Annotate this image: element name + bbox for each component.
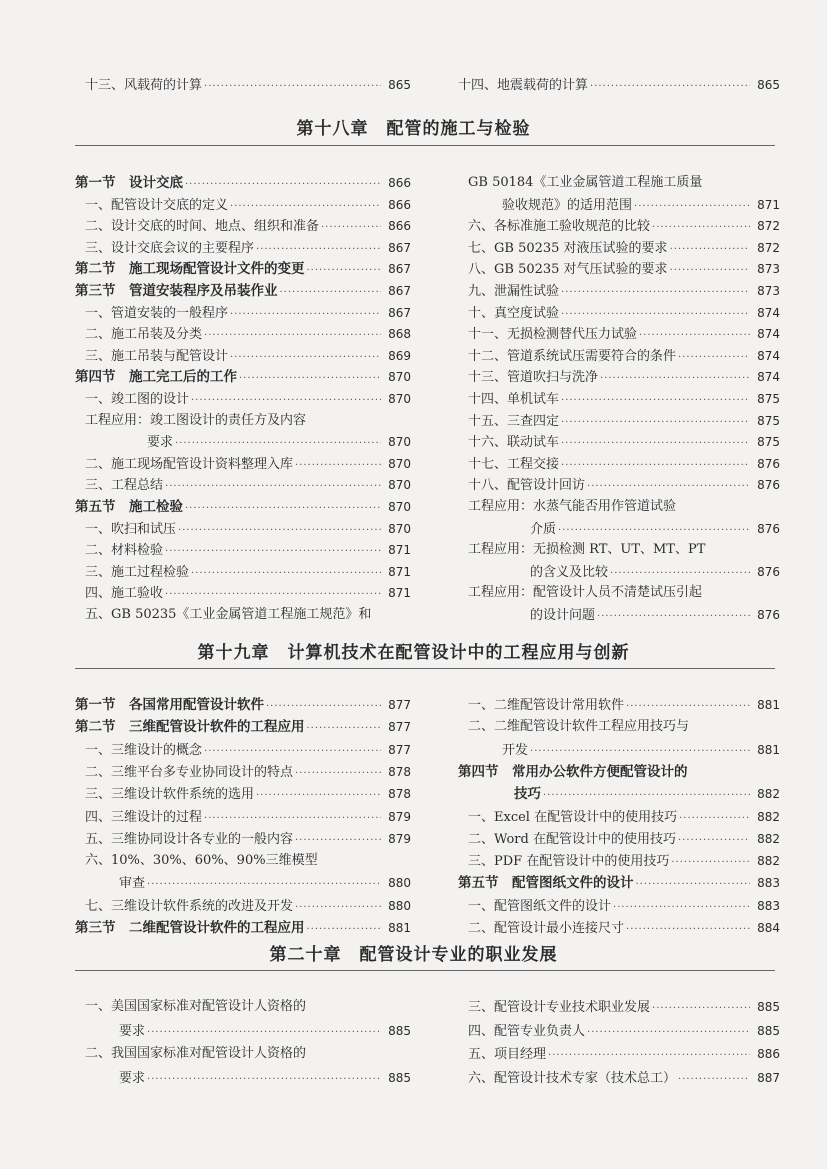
toc-entry[interactable]: [458, 917, 780, 939]
toc-entry[interactable]: [75, 280, 411, 302]
entry-page: 867: [388, 305, 411, 320]
toc-entry[interactable]: [458, 604, 780, 626]
chapter-divider: [75, 970, 775, 971]
entry-page: 871: [388, 564, 411, 579]
leader-dots: [204, 741, 381, 763]
entry-page: 877: [388, 720, 411, 735]
entry-page: 875: [757, 413, 780, 428]
entry-title: 第二节 三维配管设计软件的工程应用: [75, 719, 305, 736]
entry-title: 六、各标准施工验收规范的比较: [468, 219, 651, 235]
leader-dots: [671, 852, 750, 874]
toc-entry[interactable]: [75, 850, 411, 872]
entry-page: 870: [388, 478, 411, 493]
entry-page: 887: [757, 1070, 780, 1085]
entry-title: 三、工程总结: [85, 478, 164, 494]
entry-title: 要求: [147, 435, 174, 451]
leader-dots: [626, 919, 750, 941]
entry-title: 技巧: [514, 786, 541, 803]
entry-title: 第五节 施工检验: [75, 499, 183, 515]
toc-entry[interactable]: [458, 172, 780, 194]
leader-dots: [256, 785, 381, 807]
entry-page: 874: [757, 348, 780, 363]
chapter-20-title: 第二十章 配管设计专业的职业发展: [269, 945, 558, 965]
toc-entry[interactable]: [75, 237, 411, 259]
toc-entry[interactable]: [75, 74, 411, 96]
toc-entry[interactable]: [458, 761, 780, 783]
leader-dots: [636, 874, 751, 896]
entry-page: 875: [757, 435, 780, 450]
toc-entry[interactable]: [458, 895, 780, 917]
entry-title: 一、美国国家标准对配管设计人资格的: [85, 999, 307, 1014]
entry-page: 882: [757, 787, 780, 802]
toc-entry[interactable]: [458, 996, 780, 1018]
entry-title: 二、二维配管设计软件工程应用技巧与: [468, 719, 690, 735]
entry-page: 877: [388, 698, 411, 712]
toc-entry[interactable]: [458, 74, 780, 96]
toc-entry[interactable]: [458, 518, 780, 540]
toc-entry[interactable]: [75, 806, 411, 828]
entry-page: 874: [757, 305, 780, 320]
toc-entry[interactable]: [458, 806, 780, 828]
leader-dots: [543, 785, 750, 807]
leader-dots: [204, 808, 381, 830]
entry-page: 881: [388, 921, 411, 935]
entry-title: 十四、地震载荷的计算: [458, 78, 589, 93]
entry-title: 五、三维协同设计各专业的一般内容: [85, 831, 294, 847]
entry-title: 二、施工吊装及分类: [85, 327, 203, 343]
entry-title: 九、泄漏性试验: [468, 284, 560, 299]
toc-entry[interactable]: [458, 194, 780, 216]
toc-entry[interactable]: [458, 258, 780, 280]
entry-title: 十二、管道系统试压需要符合的条件: [468, 348, 677, 364]
toc-entry[interactable]: [458, 561, 780, 583]
entry-title: 四、施工验收: [85, 586, 164, 602]
toc-entry[interactable]: [75, 828, 411, 850]
toc-entry[interactable]: [75, 694, 411, 716]
toc-entry[interactable]: [458, 366, 780, 388]
entry-title: 二、施工现场配管设计资料整理入库: [85, 456, 294, 472]
entry-title: 要求: [119, 1070, 146, 1086]
entry-title: 十六、联动试车: [468, 435, 560, 451]
leader-dots: [147, 1022, 381, 1044]
entry-page: 876: [757, 521, 780, 536]
entry-title: 工程应用：配管设计人员不清楚试压引起: [468, 585, 703, 601]
toc-entry[interactable]: [458, 323, 780, 345]
entry-title: 一、配管图纸文件的设计: [468, 898, 612, 914]
toc-entry[interactable]: [75, 518, 411, 540]
entry-page: 885: [757, 1023, 780, 1038]
entry-title: 第二节 施工现场配管设计文件的变更: [75, 261, 305, 278]
leader-dots: [587, 1022, 750, 1044]
toc-entry[interactable]: [75, 388, 411, 410]
leader-dots: [266, 696, 381, 718]
entry-page: 867: [388, 240, 411, 255]
entry-title: 第五节 配管图纸文件的设计: [458, 875, 634, 892]
entry-title: 工程应用：竣工图设计的责任方及内容: [85, 412, 307, 428]
toc-entry[interactable]: [75, 872, 411, 894]
entry-page: 868: [388, 327, 411, 342]
entry-page: 885: [388, 1023, 411, 1038]
entry-title: 二、设计交底的时间、地点、组织和准备: [85, 219, 320, 235]
entry-title: 十八、配管设计回访: [468, 478, 586, 494]
entry-title: 十七、工程交接: [468, 456, 560, 472]
entry-title: GB 50184《工业金属管道工程施工质量: [468, 175, 703, 190]
entry-title: 介质: [530, 521, 557, 537]
leader-dots: [652, 998, 750, 1020]
toc-entry[interactable]: [75, 258, 411, 280]
toc-entry[interactable]: [75, 345, 411, 367]
entry-title: 第三节 管道安装程序及吊装作业: [75, 283, 278, 299]
toc-entry[interactable]: [458, 237, 780, 259]
toc-entry[interactable]: [458, 850, 780, 872]
toc-entry[interactable]: [458, 1020, 780, 1042]
entry-title: 二、我国国家标准对配管设计人资格的: [85, 1046, 307, 1061]
entry-title: 第四节 施工完工后的工作: [75, 369, 237, 386]
leader-dots: [307, 919, 382, 941]
entry-page: 870: [388, 456, 411, 471]
entry-title: 十三、风载荷的计算: [85, 78, 203, 93]
entry-title: 五、GB 50235《工业金属管道工程施工规范》和: [85, 607, 372, 622]
entry-title: 第四节 常用办公软件方便配管设计的: [458, 763, 688, 780]
entry-page: 876: [757, 478, 780, 493]
toc-entry[interactable]: [458, 582, 780, 604]
entry-page: 882: [757, 854, 780, 869]
entry-page: 884: [757, 921, 780, 935]
entry-page: 874: [757, 327, 780, 342]
entry-page: 866: [388, 219, 411, 234]
entry-title: 六、配管设计技术专家（技术总工）: [468, 1070, 677, 1086]
toc-entry[interactable]: [75, 172, 411, 194]
entry-title: 一、二维配管设计常用软件: [468, 698, 625, 713]
entry-page: 866: [388, 197, 411, 212]
toc-entry[interactable]: [75, 996, 411, 1018]
toc-entry[interactable]: [458, 716, 780, 738]
entry-title: 三、PDF 在配管设计中的使用技巧: [468, 854, 670, 870]
toc-entry[interactable]: [75, 895, 411, 917]
entry-title: 七、三维设计软件系统的改进及开发: [85, 898, 294, 914]
entry-page: 876: [757, 456, 780, 471]
leader-dots: [597, 606, 750, 628]
toc-entry[interactable]: [75, 410, 411, 432]
entry-title: 一、管道安装的一般程序: [85, 305, 229, 321]
toc-entry[interactable]: [458, 496, 780, 518]
entry-page: 870: [388, 500, 411, 514]
entry-page: 870: [388, 521, 411, 536]
toc-entry[interactable]: [458, 345, 780, 367]
entry-page: 883: [757, 898, 780, 913]
entry-title: 一、吹扫和试压: [85, 521, 177, 537]
entry-title: 第一节 设计交底: [75, 175, 183, 191]
entry-page: 880: [388, 898, 411, 913]
leader-dots: [679, 808, 750, 830]
entry-page: 865: [388, 78, 411, 92]
entry-page: 867: [388, 284, 411, 298]
leader-dots: [678, 830, 750, 852]
entry-title: 十三、管道吹扫与洗净: [468, 370, 599, 386]
entry-title: 审查: [119, 876, 146, 892]
entry-page: 879: [388, 831, 411, 846]
entry-page: 882: [757, 809, 780, 824]
toc-entry[interactable]: [75, 917, 411, 939]
leader-dots: [530, 741, 750, 763]
toc-entry[interactable]: [75, 474, 411, 496]
chapter-divider: [75, 668, 775, 669]
entry-page: 879: [388, 809, 411, 824]
leader-dots: [295, 897, 381, 919]
entry-page: 883: [757, 876, 780, 891]
toc-entry[interactable]: [75, 716, 411, 738]
entry-title: 三、设计交底会议的主要程序: [85, 240, 255, 256]
toc-entry[interactable]: [75, 366, 411, 388]
entry-title: 六、10%、30%、60%、90%三维模型: [85, 853, 318, 869]
toc-entry[interactable]: [458, 410, 780, 432]
entry-title: 十一、无损检测替代压力试验: [468, 327, 638, 343]
entry-title: 一、三维设计的概念: [85, 742, 203, 758]
entry-page: 874: [757, 370, 780, 385]
toc-entry[interactable]: [75, 539, 411, 561]
entry-title: 三、配管设计专业技术职业发展: [468, 1000, 651, 1015]
entry-title: 工程应用：水蒸气能否用作管道试验: [468, 499, 677, 514]
entry-title: 四、三维设计的过程: [85, 809, 203, 825]
toc-entry[interactable]: [458, 302, 780, 324]
toc-entry[interactable]: [458, 431, 780, 453]
entry-page: 877: [388, 742, 411, 757]
entry-page: 882: [757, 831, 780, 846]
toc-entry[interactable]: [75, 453, 411, 475]
leader-dots: [613, 897, 750, 919]
entry-title: 验收规范》的适用范围: [502, 197, 633, 213]
entry-page: 871: [388, 543, 411, 558]
entry-page: 867: [388, 262, 411, 277]
toc-entry[interactable]: [458, 539, 780, 561]
toc-entry[interactable]: [458, 1067, 780, 1089]
chapter-divider: [75, 145, 775, 146]
entry-title: 一、Excel 在配管设计中的使用技巧: [468, 809, 678, 825]
entry-title: 第三节 二维配管设计软件的工程应用: [75, 920, 305, 936]
toc-entry[interactable]: [458, 739, 780, 761]
entry-page: 871: [388, 586, 411, 601]
toc-entry[interactable]: [458, 828, 780, 850]
toc-entry[interactable]: [75, 1043, 411, 1065]
toc-entry[interactable]: [75, 302, 411, 324]
entry-page: 873: [757, 284, 780, 298]
toc-entry[interactable]: [458, 215, 780, 237]
entry-title: 二、配管设计最小连接尺寸: [468, 921, 625, 936]
entry-page: 871: [757, 197, 780, 212]
toc-entry[interactable]: [75, 582, 411, 604]
entry-page: 875: [757, 392, 780, 406]
toc-entry[interactable]: [75, 783, 411, 805]
leader-dots: [295, 763, 381, 785]
leader-dots: [307, 718, 382, 740]
entry-title: 一、配管设计交底的定义: [85, 197, 229, 213]
entry-title: 要求: [119, 1023, 146, 1039]
entry-page: 876: [757, 608, 780, 622]
entry-title: 二、Word 在配管设计中的使用技巧: [468, 831, 676, 847]
entry-page: 869: [388, 348, 411, 363]
toc-entry[interactable]: [458, 872, 780, 894]
entry-page: 873: [757, 262, 780, 277]
chapter-18-title: 第十八章 配管的施工与检验: [296, 119, 531, 139]
entry-page: 885: [757, 1000, 780, 1014]
entry-page: 880: [388, 876, 411, 891]
entry-title: 开发: [502, 742, 529, 758]
toc-entry[interactable]: [75, 496, 411, 518]
entry-title: 五、项目经理: [468, 1047, 547, 1062]
chapter-19-title: 第十九章 计算机技术在配管设计中的工程应用与创新: [197, 643, 630, 663]
leader-dots: [626, 696, 750, 718]
entry-page: 870: [388, 392, 411, 406]
entry-page: 876: [757, 564, 780, 579]
entry-title: 十、真空度试验: [468, 305, 560, 321]
toc-entry[interactable]: [75, 194, 411, 216]
toc-entry[interactable]: [75, 1020, 411, 1042]
entry-page: 885: [388, 1070, 411, 1085]
entry-page: 878: [388, 787, 411, 802]
entry-page: 886: [757, 1047, 780, 1061]
entry-page: 872: [757, 219, 780, 234]
leader-dots: [147, 874, 381, 896]
entry-title: 三、施工过程检验: [85, 564, 190, 580]
entry-title: 二、三维平台多专业协同设计的特点: [85, 764, 294, 780]
toc-entry[interactable]: [75, 323, 411, 345]
toc-entry[interactable]: [75, 431, 411, 453]
entry-page: 872: [757, 240, 780, 255]
toc-entry[interactable]: [458, 280, 780, 302]
entry-title: 十五、三查四定: [468, 413, 560, 429]
leader-dots: [678, 1069, 750, 1091]
entry-title: 十四、单机试车: [468, 392, 560, 407]
toc-entry[interactable]: [75, 1067, 411, 1089]
entry-page: 865: [757, 78, 780, 92]
toc-entry[interactable]: [458, 1043, 780, 1065]
leader-dots: [147, 1069, 381, 1091]
toc-entry[interactable]: [458, 388, 780, 410]
entry-page: 881: [757, 698, 780, 712]
toc-entry[interactable]: [75, 739, 411, 761]
entry-page: 878: [388, 764, 411, 779]
entry-page: 870: [388, 370, 411, 385]
entry-title: 七、GB 50235 对液压试验的要求: [468, 240, 668, 256]
toc-entry[interactable]: [75, 604, 411, 626]
entry-title: 三、施工吊装与配管设计: [85, 348, 229, 364]
leader-dots: [295, 830, 381, 852]
entry-title: 二、材料检验: [85, 543, 164, 559]
entry-page: 866: [388, 176, 411, 190]
toc-entry[interactable]: [458, 694, 780, 716]
entry-title: 第一节 各国常用配管设计软件: [75, 697, 264, 713]
entry-title: 八、GB 50235 对气压试验的要求: [468, 262, 668, 278]
toc-entry[interactable]: [458, 453, 780, 475]
entry-page: 881: [757, 742, 780, 757]
toc-entry[interactable]: [458, 474, 780, 496]
entry-title: 四、配管专业负责人: [468, 1023, 586, 1039]
toc-entry[interactable]: [458, 783, 780, 805]
toc-entry[interactable]: [75, 561, 411, 583]
entry-title: 三、三维设计软件系统的选用: [85, 787, 255, 803]
entry-title: 的含义及比较: [530, 564, 609, 580]
leader-dots: [548, 1045, 750, 1067]
entry-title: 工程应用：无损检测 RT、UT、MT、PT: [468, 542, 706, 558]
toc-entry[interactable]: [75, 761, 411, 783]
entry-title: 的设计问题: [530, 608, 596, 623]
entry-page: 870: [388, 435, 411, 450]
toc-entry[interactable]: [75, 215, 411, 237]
entry-title: 一、竣工图的设计: [85, 392, 190, 407]
